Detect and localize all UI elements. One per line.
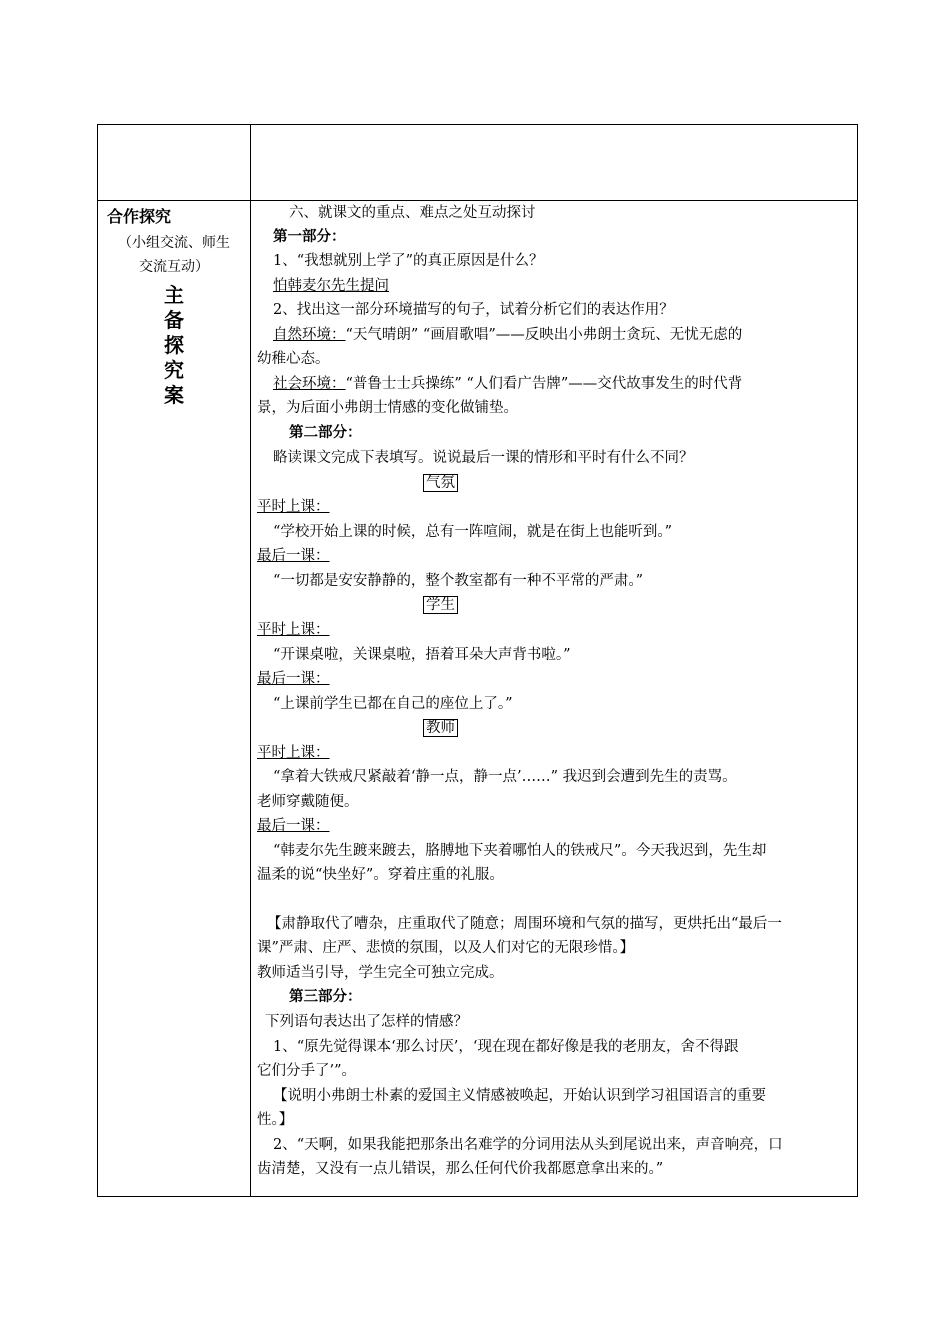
instruction-text: 下列语句表达出了怎样的情感？: [265, 1014, 468, 1030]
instruction-text: 略读课文完成下表填写。说说最后一课的情形和平时有什么不同？: [273, 450, 694, 466]
question-text: 2、找出这一部分环境描写的句子，试着分析它们的表达作用？: [273, 302, 674, 318]
column-divider: [250, 125, 251, 1196]
category-box: 学生: [423, 596, 458, 614]
subtitle-line-2: 交流互动）: [139, 259, 209, 275]
paragraph-line: 教师适当引导，学生完全可独立完成。: [257, 965, 504, 981]
quote-text: “开课桌啦，关课桌啦，捂着耳朵大声背书啦。”: [273, 647, 571, 663]
quote-text: “学校开始上课的时候，总有一阵喧闹，就是在街上也能听到。”: [273, 524, 673, 540]
quote-text: “上课前学生已都在自己的座位上了。”: [273, 696, 513, 712]
paragraph-line: 它们分手了’”。: [257, 1063, 357, 1079]
category-label: [423, 716, 458, 740]
section-title: 合作探究: [107, 207, 172, 226]
summary-text: 性。】: [257, 1112, 294, 1128]
lesson-plan-table: [97, 124, 858, 1197]
section-subtitle: [98, 231, 250, 279]
vertical-char: 主: [164, 283, 184, 307]
usual-label: 平时上课：: [257, 745, 330, 761]
quote-text: “韩麦尔先生踱来踱去，胳膊地下夹着哪怕人的铁戒尺”。今天我迟到，先生却: [273, 843, 767, 859]
summary-text: 课”严肃、庄严、悲愤的氛围，以及人们对它的无限珍惜。】: [257, 940, 635, 956]
last-lesson-label: 最后一课：: [257, 671, 330, 687]
part-heading: 第二部分：: [289, 425, 362, 441]
paragraph-text: “普鲁士士兵操练” “人们看广告牌”——交代故事发生的时代背: [345, 376, 743, 392]
summary-text: 【肃静取代了嘈杂，庄重取代了随意；周围环境和气氛的描写，更烘托出“最后一: [267, 916, 782, 932]
quote-text: “一切都是安安静静的，整个教室都有一种不平常的严肃。”: [273, 573, 644, 589]
vertical-char: 究: [164, 358, 184, 382]
category-box: 教师: [423, 719, 458, 737]
quote-text: 1、“原先觉得课本‘那么讨厌’，‘现在现在都好像是我的老朋友，舍不得跟: [273, 1039, 739, 1055]
part-heading: 第三部分：: [289, 989, 362, 1005]
question-text: 1、“我想就别上学了”的真正原因是什么？: [273, 253, 544, 269]
category-label: [423, 593, 458, 617]
paragraph-line: 老师穿戴随便。: [257, 794, 359, 810]
vertical-char: 探: [164, 333, 184, 357]
section-heading: 六、就课文的重点、难点之处互动探讨: [289, 205, 536, 221]
part-heading: 第一部分：: [273, 229, 346, 245]
paragraph-line: 幼稚心态。: [257, 351, 330, 367]
paragraph-line: 齿清楚，又没有一点儿错误，那么任何代价我都愿意拿出来的。”: [257, 1161, 664, 1177]
last-lesson-label: 最后一课：: [257, 818, 330, 834]
paragraph-line: [273, 372, 742, 396]
vertical-char: 案: [164, 383, 184, 407]
summary-text: 【说明小弗朗士朴素的爱国主义情感被唤起，开始认识到学习祖国语言的重要: [273, 1088, 766, 1104]
last-lesson-label: 最后一课：: [257, 548, 330, 564]
paragraph-line: [273, 323, 742, 347]
empty-header-row: [98, 125, 857, 201]
paragraph-line: 温柔的说“快坐好”。穿着庄重的礼服。: [257, 867, 504, 883]
usual-label: 平时上课：: [257, 499, 330, 515]
paragraph-line: 景，为后面小弗朗士情感的变化做铺垫。: [257, 400, 518, 416]
quote-text: “拿着大铁戒尺紧敲着‘静一点，静一点’……” 我迟到会遭到先生的责骂。: [273, 769, 737, 785]
answer-text: 怕韩麦尔先生提问: [273, 278, 389, 294]
label-social: 社会环境：: [273, 376, 346, 392]
quote-text: 2、“天啊，如果我能把那条出名难学的分词用法从头到尾说出来，声音响亮，口: [273, 1137, 783, 1153]
category-box: 气氛: [423, 474, 458, 492]
vertical-char: 备: [164, 308, 184, 332]
subtitle-line-1: （小组交流、师生: [118, 235, 230, 251]
category-label: [423, 471, 458, 495]
label-natural: 自然环境：: [273, 327, 346, 343]
paragraph-text: “天气晴朗” “画眉歌唱”——反映出小弗朗士贪玩、无忧无虑的: [345, 327, 743, 343]
usual-label: 平时上课：: [257, 622, 330, 638]
